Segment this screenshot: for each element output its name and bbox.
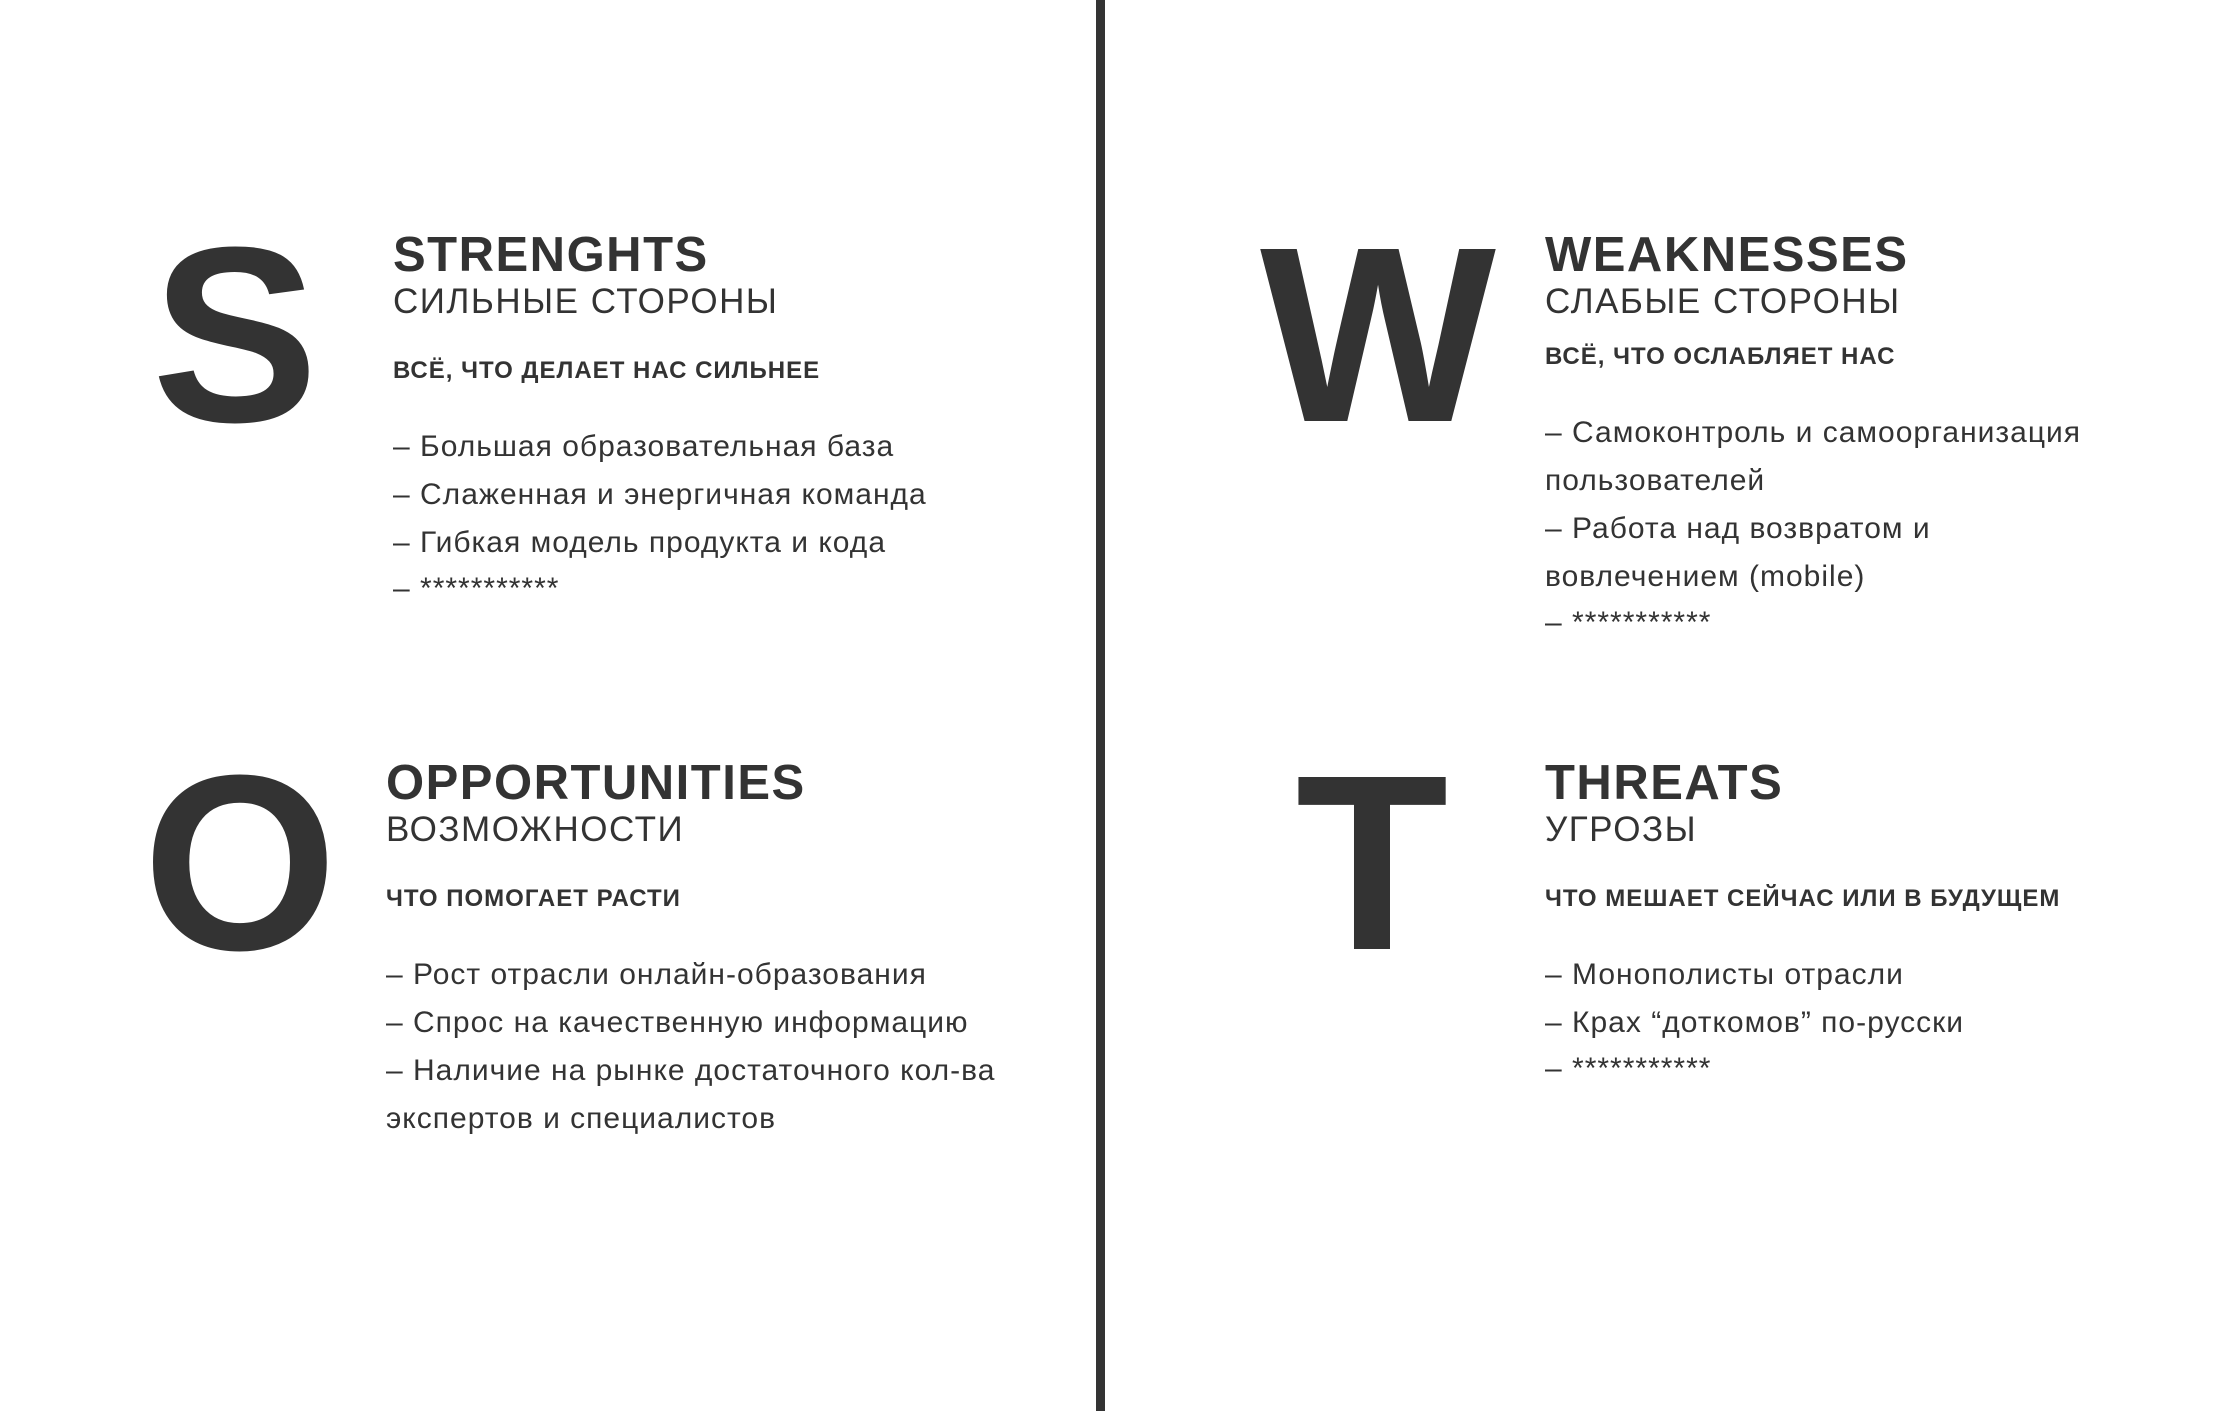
opportunities-letter: O bbox=[142, 723, 338, 1002]
strengths-subtitle: СИЛЬНЫЕ СТОРОНЫ bbox=[393, 282, 779, 321]
threats-section bbox=[1545, 758, 2060, 1091]
list-item: – Гибкая модель продукта и кода bbox=[393, 526, 886, 559]
list-item: – *********** bbox=[1545, 1052, 1712, 1085]
opportunities-tagline: ЧТО ПОМОГАЕТ РАСТИ bbox=[386, 885, 681, 912]
list-item: – Монополисты отрасли bbox=[1545, 958, 1904, 991]
list-item: – Слаженная и энергичная команда bbox=[393, 478, 927, 511]
list-item: пользователей bbox=[1545, 464, 1766, 497]
weaknesses-section bbox=[1545, 230, 2081, 645]
threats-title: THREATS bbox=[1545, 756, 1784, 810]
strengths-letter: S bbox=[151, 195, 319, 474]
list-item: – Самоконтроль и самоорганизация bbox=[1545, 416, 2082, 449]
threats-subtitle: УГРОЗЫ bbox=[1545, 810, 1698, 849]
threats-list bbox=[1545, 951, 2060, 1091]
strengths-tagline: ВСЁ, ЧТО ДЕЛАЕТ НАС СИЛЬНЕЕ bbox=[393, 357, 821, 384]
weaknesses-subtitle: СЛАБЫЕ СТОРОНЫ bbox=[1545, 282, 1901, 321]
list-item: вовлечением (mobile) bbox=[1545, 560, 1866, 593]
strengths-list bbox=[393, 423, 927, 611]
opportunities-section bbox=[386, 758, 995, 1143]
weaknesses-tagline: ВСЁ, ЧТО ОСЛАБЛЯЕТ НАС bbox=[1545, 343, 1896, 370]
list-item: экспертов и специалистов bbox=[386, 1102, 777, 1135]
strengths-title: STRENGHTS bbox=[393, 228, 709, 282]
list-item: – *********** bbox=[1545, 606, 1712, 639]
weaknesses-letter: W bbox=[1260, 195, 1496, 474]
list-item: – Крах “доткомов” по-русски bbox=[1545, 1006, 1964, 1039]
strengths-section bbox=[393, 230, 927, 611]
threats-letter: T bbox=[1295, 723, 1449, 1002]
weaknesses-list bbox=[1545, 409, 2081, 645]
list-item: – Спрос на качественную информацию bbox=[386, 1006, 969, 1039]
opportunities-title: OPPORTUNITIES bbox=[386, 756, 806, 810]
list-item: – *********** bbox=[393, 572, 560, 605]
opportunities-subtitle: ВОЗМОЖНОСТИ bbox=[386, 810, 685, 849]
list-item: – Рост отрасли онлайн-образования bbox=[386, 958, 927, 991]
list-item: – Работа над возвратом и bbox=[1545, 512, 1931, 545]
threats-tagline: ЧТО МЕШАЕТ СЕЙЧАС ИЛИ В БУДУЩЕМ bbox=[1545, 885, 2061, 912]
list-item: – Наличие на рынке достаточного кол-ва bbox=[386, 1054, 996, 1087]
opportunities-list bbox=[386, 951, 995, 1143]
center-divider bbox=[1096, 0, 1105, 1411]
list-item: – Большая образовательная база bbox=[393, 430, 895, 463]
weaknesses-title: WEAKNESSES bbox=[1545, 228, 1909, 282]
